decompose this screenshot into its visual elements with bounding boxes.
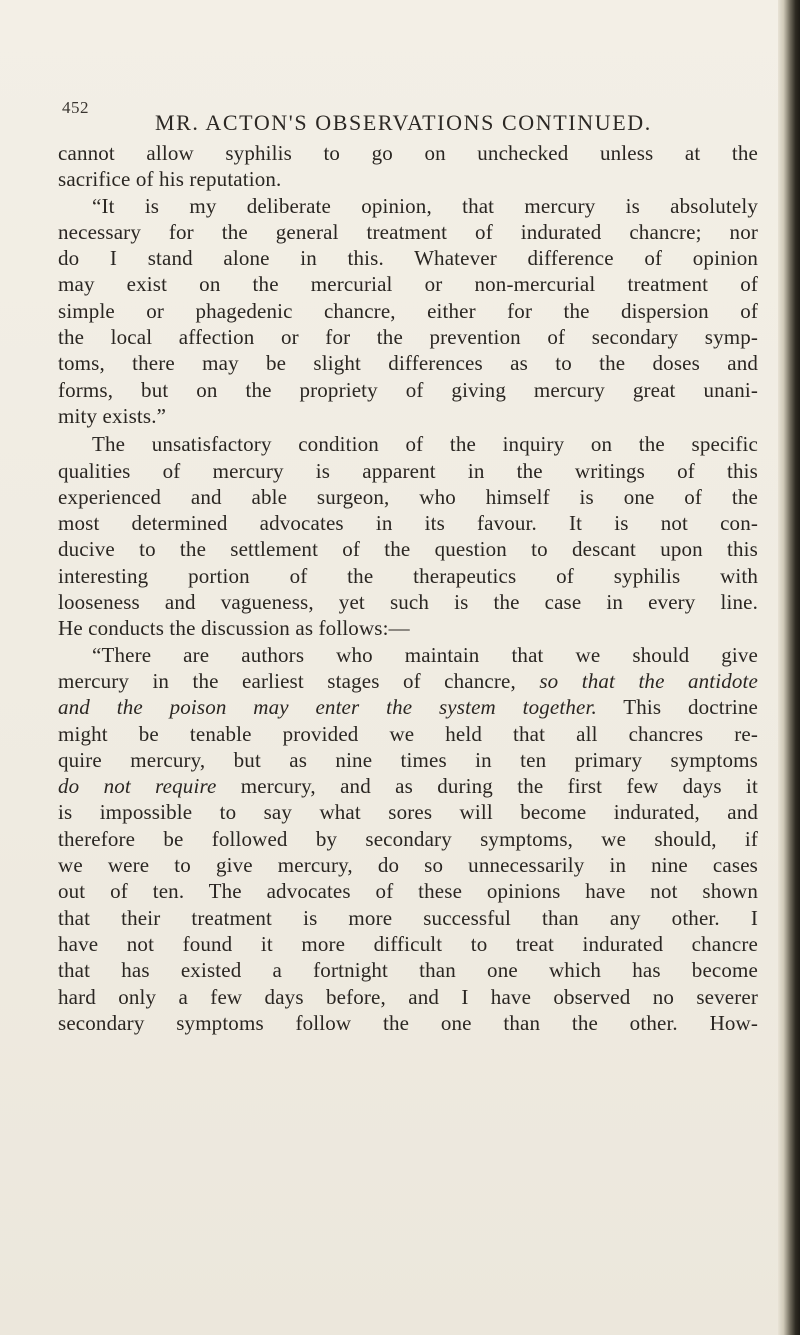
text-line: interesting portion of the therapeutics of syphilis with — [58, 563, 758, 588]
text-line: might be tenable provided we held that all chancres re- — [58, 721, 758, 746]
text-line: have not found it more difficult to treat indurated chancre — [58, 931, 758, 956]
text-line: secondary symptoms follow the one than the other. How- — [58, 1010, 758, 1035]
text-line: necessary for the general treatment of indurated chancre; nor — [58, 219, 758, 244]
text-line: “It is my deliberate opinion, that mercury is absolutely — [92, 193, 758, 218]
text-line: that has existed a fortnight than one which has become — [58, 958, 758, 983]
text-line: He conducts the discussion as follows:— — [58, 616, 410, 641]
text-line — [58, 668, 758, 694]
text-line: looseness and vagueness, yet such is the case in every line. — [58, 590, 758, 615]
page-number: 452 — [62, 98, 89, 117]
text-line: toms, there may be slight differences as to the doses and — [58, 351, 758, 376]
italic-phrase: do not require — [58, 774, 217, 799]
text-line: forms, but on the propriety of giving mercury great unani- — [58, 377, 758, 402]
text-span: mercury, and as during the first few days it — [240, 774, 758, 799]
text-line: may exist on the mercurial or non-mercurial treatment of — [58, 272, 758, 297]
text-line: mity exists.” — [58, 403, 167, 428]
text-line: therefore be followed by secondary symptoms, we should, if — [58, 826, 758, 851]
text-line: do I stand alone in this. Whatever difference of opinion — [58, 246, 758, 271]
text-line — [58, 694, 758, 720]
text-line — [58, 773, 758, 799]
text-line: that their treatment is more successful than any other. I — [58, 905, 758, 930]
body-text — [58, 140, 758, 1036]
text-line: we were to give mercury, do so unnecessarily in nine cases — [58, 853, 758, 878]
text-line: qualities of mercury is apparent in the writings of this — [58, 458, 758, 483]
text-line: experienced and able surgeon, who himself is one of the — [58, 484, 758, 509]
text-line: out of ten. The advocates of these opinions have not shown — [58, 879, 758, 904]
running-head: MR. ACTON'S OBSERVATIONS CONTINUED. — [155, 110, 652, 135]
text-line: The unsatisfactory condition of the inquiry on the specific — [92, 432, 758, 457]
text-line: hard only a few days before, and I have observed no severer — [58, 984, 758, 1009]
text-line: “There are authors who maintain that we should give — [92, 642, 758, 667]
italic-phrase: so that the antidote — [539, 668, 758, 693]
text-line: sacrifice of his reputation. — [58, 167, 282, 192]
text-span: This doctrine — [623, 695, 758, 720]
text-line: quire mercury, but as nine times in ten primary symptoms — [58, 747, 758, 772]
text-line: simple or phagedenic chancre, either for the dispersion of — [58, 298, 758, 323]
text-line: is impossible to say what sores will become indurated, and — [58, 800, 758, 825]
text-line: most determined advocates in its favour. It is not con- — [58, 511, 758, 536]
book-binding-edge — [778, 0, 800, 1335]
text-span: mercury in the earliest stages of chancre, — [58, 668, 516, 693]
text-line: the local affection or for the prevention of secondary symp- — [58, 325, 758, 350]
text-line: cannot allow syphilis to go on unchecked unless at the — [58, 141, 758, 165]
italic-phrase: and the poison may enter the system together. — [58, 695, 597, 720]
text-line: ducive to the settlement of the question to descant upon this — [58, 537, 758, 562]
